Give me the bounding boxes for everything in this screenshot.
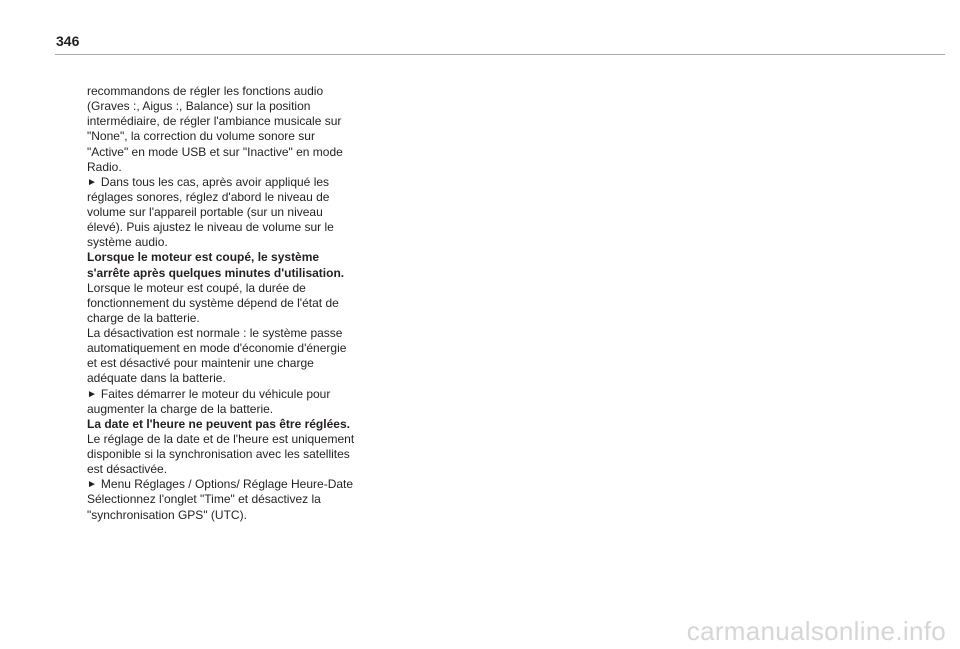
text-column — [87, 84, 355, 523]
arrow-bullet-icon: ► — [87, 388, 97, 400]
paragraph-date-time-sync: Le réglage de la date et de l'heure est uniquement disponible si la synchronisation avec les satellites est désactivée. — [87, 431, 355, 477]
step-volume-adjust-text: Dans tous les cas, après avoir appliqué les réglages sonores, réglez d'abord le niveau de volume sur l'appareil portable (sur un niveau élevé). Puis ajustez le niveau de volume sur le système audio. — [87, 174, 334, 250]
step-volume-adjust — [87, 175, 355, 251]
step-start-engine-text: Faites démarrer le moteur du véhicule pour augmenter la charge de la batterie. — [87, 386, 331, 416]
header-divider — [55, 54, 945, 55]
step-disable-gps-sync — [87, 477, 355, 522]
heading-system-shutdown: Lorsque le moteur est coupé, le système s'arrête après quelques minutes d'utilisation. — [87, 250, 345, 280]
arrow-bullet-icon: ► — [87, 176, 97, 188]
paragraph-energy-saving: La désactivation est normale : le système passe automatiquement en mode d'économie d'énergie et est désactivé pour maintenir une charge adéquate dans la batterie. — [87, 326, 347, 386]
page-number: 346 — [56, 33, 80, 49]
arrow-bullet-icon: ► — [87, 479, 97, 491]
heading-date-time: La date et l'heure ne peuvent pas être réglées. — [87, 416, 350, 431]
paragraph-audio-settings: recommandons de régler les fonctions audio (Graves :, Aigus :, Balance) sur la position intermédiaire, de régler l'ambiance musicale sur "None", la correction du volume sonore sur "Active" en mode USB et sur "Inactive" en mode Radio. — [87, 84, 343, 174]
step-start-engine — [87, 387, 355, 417]
watermark: carmanualsonline.info — [686, 616, 946, 646]
paragraph-operating-duration: Lorsque le moteur est coupé, la durée de fonctionnement du système dépend de l'état de charge de la batterie. — [87, 280, 339, 325]
step-disable-gps-sync-text: Menu Réglages / Options/ Réglage Heure-Date Sélectionnez l'onglet "Time" et désactivez la "synchronisation GPS" (UTC). — [87, 477, 354, 522]
